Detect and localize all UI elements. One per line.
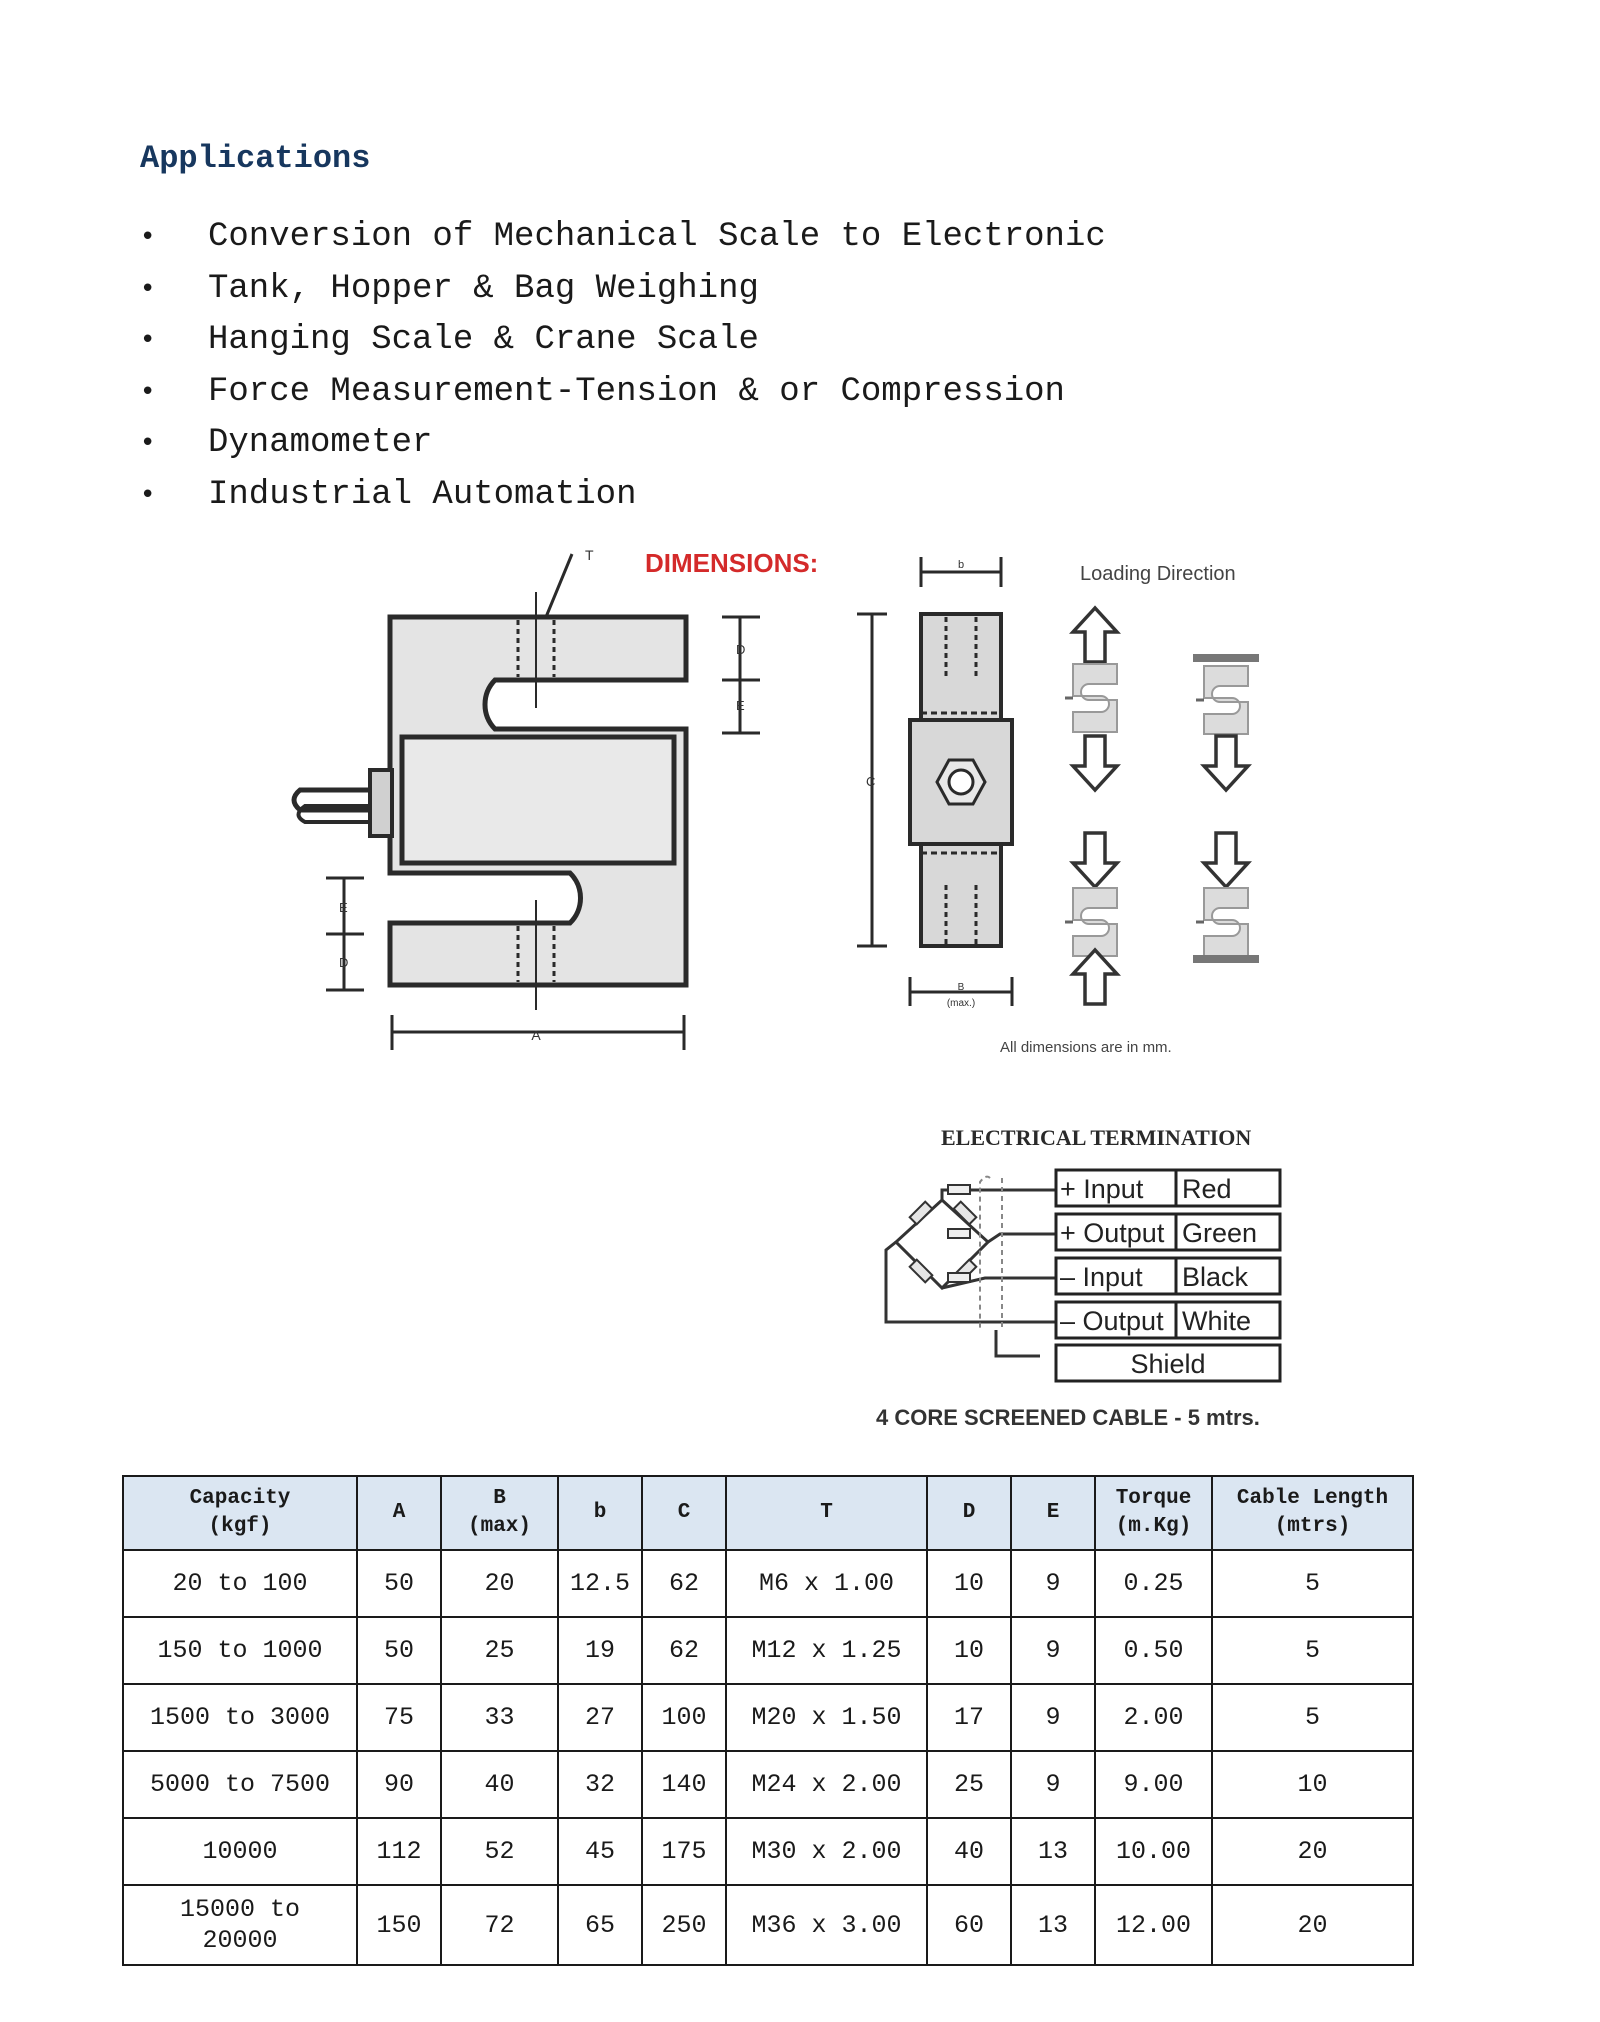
dim-label-b-small: b	[957, 559, 965, 571]
cell-b-max: 52	[441, 1818, 558, 1885]
cell-torque: 2.00	[1095, 1684, 1212, 1751]
cell-c: 62	[642, 1617, 726, 1684]
load-cell-icon	[1196, 888, 1248, 956]
list-item	[140, 367, 1106, 419]
arrow-down-icon	[1073, 736, 1117, 790]
cell-torque: 9.00	[1095, 1751, 1212, 1818]
table-row	[123, 1751, 1413, 1818]
dim-label-b-max: B	[957, 982, 965, 993]
cell-e: 13	[1011, 1885, 1095, 1965]
load-cell-icon	[1065, 888, 1117, 956]
cell-torque: 12.00	[1095, 1885, 1212, 1965]
list-item-text: Conversion of Mechanical Scale to Electronic	[208, 218, 1106, 256]
bullet-icon: •	[140, 479, 156, 510]
cell-cable: 5	[1212, 1684, 1413, 1751]
spec-table	[122, 1475, 1414, 1966]
header-t: T	[726, 1476, 927, 1550]
wire-signal: – Output	[1060, 1306, 1164, 1336]
table-row	[123, 1617, 1413, 1684]
list-item	[140, 418, 1106, 470]
cell-d: 40	[927, 1818, 1011, 1885]
arrow-down-icon	[1204, 736, 1248, 790]
cell-capacity: 1500 to 3000	[123, 1684, 357, 1751]
cell-cable: 5	[1212, 1617, 1413, 1684]
dim-label-t: T	[585, 547, 594, 563]
table-row	[123, 1818, 1413, 1885]
dimensions-note: All dimensions are in mm.	[1000, 1039, 1172, 1056]
dim-label-a: A	[531, 1027, 541, 1043]
electrical-termination	[0, 1110, 1600, 1440]
dim-label-d-top: D	[736, 642, 746, 657]
cell-b-max: 72	[441, 1885, 558, 1965]
list-item	[140, 264, 1106, 316]
dim-label-c: C	[866, 774, 876, 789]
cell-e: 9	[1011, 1617, 1095, 1684]
cell-b: 12.5	[558, 1550, 642, 1617]
dim-label-max: (max.)	[946, 998, 976, 1009]
dim-label-e-top: E	[736, 698, 745, 713]
s-beam-side-view	[857, 557, 1012, 1009]
cell-capacity: 5000 to 7500	[123, 1751, 357, 1818]
cell-t: M36 x 3.00	[726, 1885, 927, 1965]
dim-label-d-bottom: D	[339, 955, 349, 970]
cell-t: M30 x 2.00	[726, 1818, 927, 1885]
cell-cable: 20	[1212, 1885, 1413, 1965]
cell-b-max: 33	[441, 1684, 558, 1751]
cell-b-max: 25	[441, 1617, 558, 1684]
cell-c: 100	[642, 1684, 726, 1751]
wire-signal: + Input	[1060, 1174, 1144, 1204]
wire-color: Black	[1182, 1262, 1249, 1292]
cell-c: 140	[642, 1751, 726, 1818]
load-cell-icon	[1065, 664, 1117, 732]
cell-torque: 10.00	[1095, 1818, 1212, 1885]
cell-d: 10	[927, 1550, 1011, 1617]
cell-e: 13	[1011, 1818, 1095, 1885]
header-a: A	[357, 1476, 441, 1550]
cable-note: 4 CORE SCREENED CABLE - 5 mtrs.	[876, 1405, 1260, 1430]
load-cell-icon	[1196, 666, 1248, 734]
cell-c: 175	[642, 1818, 726, 1885]
list-item-text: Force Measurement-Tension & or Compression	[208, 372, 1065, 411]
cell-torque: 0.25	[1095, 1550, 1212, 1617]
cell-c: 250	[642, 1885, 726, 1965]
table-row	[123, 1550, 1413, 1617]
s-beam-front-view	[294, 547, 760, 1050]
cell-b: 65	[558, 1885, 642, 1965]
cell-b-max: 40	[441, 1751, 558, 1818]
cell-capacity: 20 to 100	[123, 1550, 357, 1617]
list-item-text: Industrial Automation	[208, 475, 637, 514]
cell-b-max: 20	[441, 1550, 558, 1617]
cell-cable: 10	[1212, 1751, 1413, 1818]
dimensions-title: DIMENSIONS:	[645, 548, 819, 578]
list-item-text: Dynamometer	[208, 424, 433, 462]
cell-a: 150	[357, 1885, 441, 1965]
list-item	[140, 470, 1106, 522]
electrical-title: ELECTRICAL TERMINATION	[941, 1125, 1252, 1150]
cell-e: 9	[1011, 1550, 1095, 1617]
cell-t: M6 x 1.00	[726, 1550, 927, 1617]
wire-color: Green	[1182, 1218, 1258, 1248]
bullet-icon: •	[140, 428, 156, 458]
mount-plate	[1193, 654, 1259, 662]
table-row	[123, 1885, 1413, 1965]
applications-list	[140, 212, 1106, 521]
cell-e: 9	[1011, 1684, 1095, 1751]
list-item	[140, 315, 1106, 367]
mount-plate	[1193, 955, 1259, 963]
bullet-icon: •	[140, 273, 156, 304]
header-torque: Torque (m.Kg)	[1095, 1476, 1212, 1550]
wire-table	[1056, 1170, 1280, 1381]
bullet-icon: •	[140, 222, 156, 252]
cell-cable: 20	[1212, 1818, 1413, 1885]
header-c: C	[642, 1476, 726, 1550]
cell-a: 50	[357, 1617, 441, 1684]
list-item-text: Hanging Scale & Crane Scale	[208, 321, 759, 359]
bridge-circuit	[886, 1177, 1055, 1356]
applications-heading: Applications	[140, 140, 371, 177]
cell-b: 19	[558, 1617, 642, 1684]
table-header-row	[123, 1476, 1413, 1550]
bullet-icon: •	[140, 376, 156, 407]
arrow-up-icon	[1073, 950, 1117, 1004]
cell-a: 90	[357, 1751, 441, 1818]
arrow-up-icon	[1073, 608, 1117, 662]
wire-color: Red	[1182, 1174, 1232, 1204]
cell-d: 25	[927, 1751, 1011, 1818]
cell-a: 112	[357, 1818, 441, 1885]
list-item-text: Tank, Hopper & Bag Weighing	[208, 269, 759, 308]
header-capacity: Capacity (kgf)	[123, 1476, 357, 1550]
header-e: E	[1011, 1476, 1095, 1550]
header-d: D	[927, 1476, 1011, 1550]
loading-direction-label: Loading Direction	[1080, 563, 1236, 585]
header-b: b	[558, 1476, 642, 1550]
cell-b: 45	[558, 1818, 642, 1885]
bullet-icon: •	[140, 325, 156, 355]
table-row	[123, 1684, 1413, 1751]
arrow-down-icon	[1204, 833, 1248, 887]
cell-a: 75	[357, 1684, 441, 1751]
cell-capacity: 10000	[123, 1818, 357, 1885]
cell-capacity: 150 to 1000	[123, 1617, 357, 1684]
cell-cable: 5	[1212, 1550, 1413, 1617]
cell-d: 10	[927, 1617, 1011, 1684]
cell-d: 60	[927, 1885, 1011, 1965]
cell-capacity: 15000 to 20000	[123, 1885, 357, 1965]
wire-shield: Shield	[1130, 1349, 1206, 1379]
list-item	[140, 212, 1106, 264]
cell-e: 9	[1011, 1751, 1095, 1818]
cell-b: 27	[558, 1684, 642, 1751]
cell-t: M24 x 2.00	[726, 1751, 927, 1818]
wire-color: White	[1182, 1306, 1252, 1336]
wire-signal: + Output	[1060, 1218, 1165, 1248]
cell-torque: 0.50	[1095, 1617, 1212, 1684]
loading-direction-icons	[1065, 608, 1259, 1004]
cell-t: M20 x 1.50	[726, 1684, 927, 1751]
cell-b: 32	[558, 1751, 642, 1818]
cell-d: 17	[927, 1684, 1011, 1751]
cell-c: 62	[642, 1550, 726, 1617]
header-b-max: B (max)	[441, 1476, 558, 1550]
cell-t: M12 x 1.25	[726, 1617, 927, 1684]
header-cable-length: Cable Length (mtrs)	[1212, 1476, 1413, 1550]
wire-signal: – Input	[1060, 1262, 1143, 1292]
dim-label-e-bottom: E	[339, 900, 348, 915]
dimensions-drawing	[0, 540, 1600, 1080]
cell-a: 50	[357, 1550, 441, 1617]
arrow-down-icon	[1073, 833, 1117, 887]
